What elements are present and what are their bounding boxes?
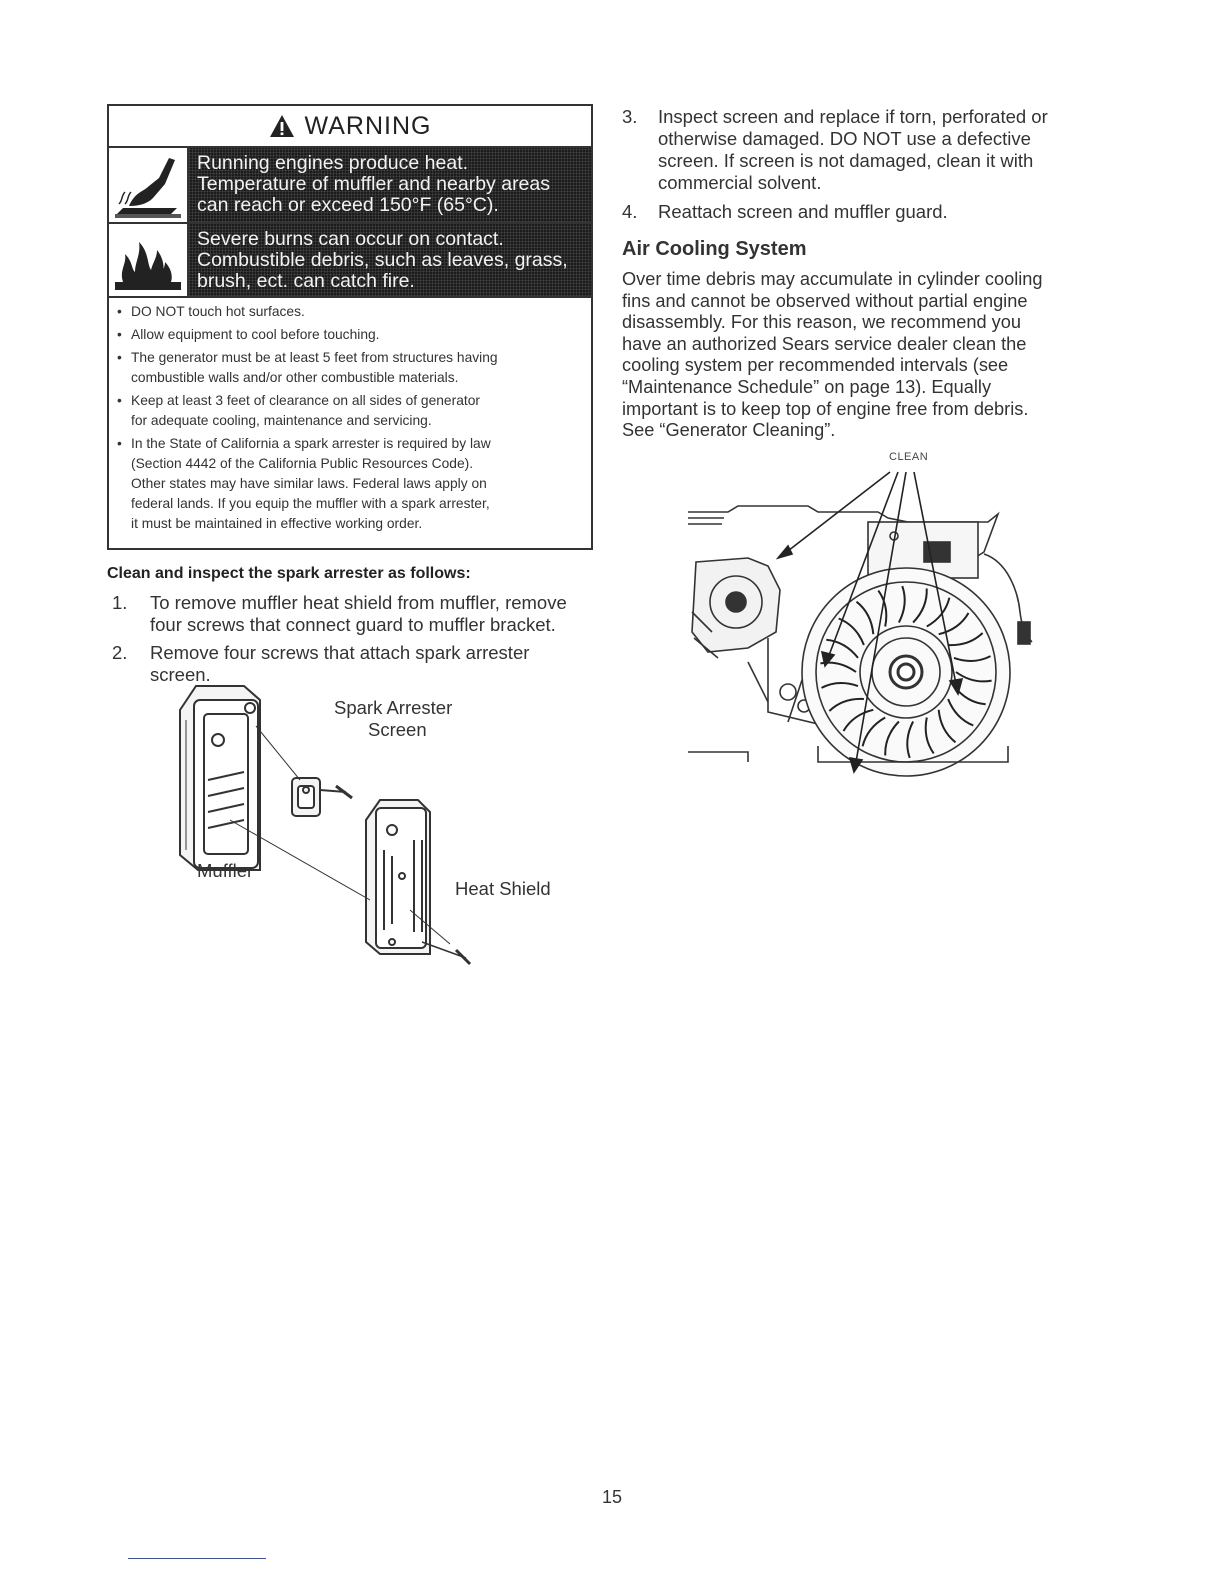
spark-arrester-label: Screen bbox=[368, 719, 427, 740]
list-item: • Keep at least 3 feet of clearance on all sides of generator for adequate cooling, maintenance and servicing. bbox=[117, 393, 480, 428]
step-text: commercial solvent. bbox=[658, 172, 822, 193]
hazard-row-burn bbox=[109, 224, 591, 296]
engine-cooling-diagram bbox=[688, 462, 1048, 782]
spark-arrester-heading: Clean and inspect the spark arrester as follows: bbox=[107, 565, 471, 582]
page-number: 15 bbox=[601, 1487, 623, 1507]
step-text: Remove four screws that attach spark arrester bbox=[150, 642, 530, 663]
step-4 bbox=[622, 201, 1092, 225]
hazard-text-heat bbox=[189, 148, 591, 222]
paragraph-line: disassembly. For this reason, we recommend you bbox=[622, 312, 1021, 333]
step-number: 1. bbox=[112, 592, 128, 613]
air-cooling-paragraph bbox=[622, 269, 1092, 442]
spark-arrester-label: Spark Arrester bbox=[334, 697, 453, 718]
section-title: Air Cooling System bbox=[622, 238, 807, 260]
warning-triangle-icon bbox=[269, 114, 295, 138]
hazard-line: Running engines produce heat. bbox=[197, 152, 469, 174]
hot-surface-icon bbox=[109, 148, 189, 222]
list-item: • Allow equipment to cool before touching. bbox=[117, 327, 380, 342]
hazard-line: brush, ect. can catch fire. bbox=[197, 270, 415, 292]
step-text: Inspect screen and replace if torn, perforated or bbox=[658, 106, 1048, 127]
muffler-label: Muffler bbox=[197, 860, 254, 881]
step-text: Reattach screen and muffler guard. bbox=[658, 201, 948, 222]
hazard-line: Combustible debris, such as leaves, grass, bbox=[197, 249, 568, 271]
step-text: otherwise damaged. DO NOT use a defective bbox=[658, 128, 1031, 149]
hazard-line: can reach or exceed 150°F (65°C). bbox=[197, 194, 499, 216]
spark-arrester-screen-illustration bbox=[292, 778, 352, 816]
paragraph-line: See “Generator Cleaning”. bbox=[622, 420, 836, 441]
list-item: • In the State of California a spark arrester is required by law (Section 4442 of the California Public Resources Code). Other states may have similar laws. Federal laws apply on federal lands. If you equip the muffler with a spark arrester, it must be maintained in effective working order. bbox=[117, 436, 491, 531]
step-number: 4. bbox=[622, 201, 638, 222]
step-number: 2. bbox=[112, 642, 128, 663]
step-text: screen. bbox=[150, 664, 211, 685]
step-text: four screws that connect guard to muffler bracket. bbox=[150, 614, 556, 635]
muffler-illustration bbox=[180, 686, 260, 870]
paragraph-line: fins and cannot be observed without partial engine bbox=[622, 290, 1028, 311]
footer-rule bbox=[128, 1558, 266, 1559]
step-3 bbox=[622, 106, 1092, 194]
hazard-line: Temperature of muffler and nearby areas bbox=[197, 173, 550, 195]
fire-icon bbox=[109, 224, 189, 296]
step-1 bbox=[112, 592, 592, 638]
clean-label: CLEAN bbox=[889, 451, 929, 463]
step-number: 3. bbox=[622, 106, 638, 127]
paragraph-line: “Maintenance Schedule” on page 13). Equally bbox=[622, 376, 992, 397]
paragraph-line: Over time debris may accumulate in cylinder cooling bbox=[622, 269, 1043, 289]
paragraph-line: important is to keep top of engine free from debris. bbox=[622, 398, 1029, 419]
hazard-row-heat bbox=[109, 148, 591, 224]
hazard-text-burn bbox=[189, 224, 591, 296]
heat-shield-label: Heat Shield bbox=[455, 878, 551, 899]
list-item: • DO NOT touch hot surfaces. bbox=[117, 304, 305, 319]
paragraph-line: cooling system per recommended intervals (see bbox=[622, 355, 1009, 376]
hazard-line: Severe burns can occur on contact. bbox=[197, 228, 504, 250]
step-text: To remove muffler heat shield from muffler, remove bbox=[150, 592, 567, 613]
paragraph-line: have an authorized Sears service dealer clean the bbox=[622, 333, 1027, 354]
warning-bullet-list bbox=[117, 302, 583, 537]
step-text: screen. If screen is not damaged, clean it with bbox=[658, 150, 1034, 171]
warning-header bbox=[109, 106, 591, 148]
list-item: • The generator must be at least 5 feet from structures having combustible walls and/or other combustible materials. bbox=[117, 350, 498, 385]
warning-title: WARNING bbox=[304, 111, 432, 140]
warning-box bbox=[107, 104, 593, 550]
